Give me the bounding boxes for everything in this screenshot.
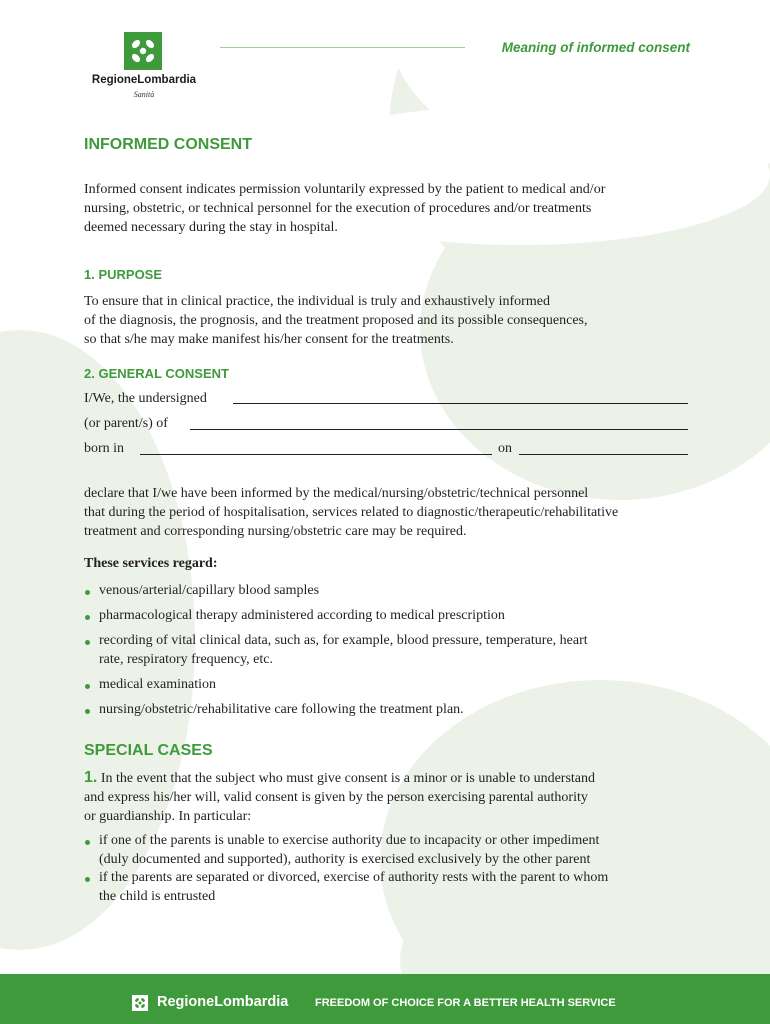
born-in-label: born in (84, 441, 125, 456)
special-case-item (99, 868, 608, 906)
service-line: medical examination (99, 677, 217, 692)
bullet-icon (85, 640, 90, 645)
declaration-line: that during the period of hospitalisation, services related to diagnostic/therapeutic/rehabilitative (84, 505, 619, 520)
purpose-heading: 1. PURPOSE (84, 267, 163, 282)
service-item (99, 581, 319, 600)
bullet-icon (85, 590, 90, 595)
undersigned-field[interactable] (233, 403, 688, 404)
special-cases-heading: SPECIAL CASES (84, 742, 213, 759)
special-case-line: the child is entrusted (99, 889, 216, 904)
service-line: rate, respiratory frequency, etc. (99, 652, 273, 667)
parent-label: (or parent/s) of (84, 416, 168, 431)
special-cases-first-line (84, 768, 595, 788)
service-item (99, 700, 464, 719)
bullet-icon (85, 840, 90, 845)
purpose-line: so that s/he may make manifest his/her consent for the treatments. (84, 332, 454, 347)
undersigned-label: I/We, the undersigned (84, 391, 207, 406)
special-case-item (99, 831, 599, 869)
header-section-title: Meaning of informed consent (501, 40, 690, 55)
on-date-label: on (498, 441, 512, 456)
logo-name: RegioneLombardia (91, 74, 197, 86)
general-consent-heading: 2. GENERAL CONSENT (84, 366, 229, 381)
special-cases-line: or guardianship. In particular: (84, 809, 252, 824)
intro-line: deemed necessary during the stay in hospital. (84, 220, 338, 235)
service-item (99, 631, 588, 669)
intro-line: Informed consent indicates permission voluntarily expressed by the patient to medical and/or (84, 182, 606, 197)
header-rule (220, 47, 465, 48)
special-case-number: 1. (84, 769, 98, 786)
service-line: nursing/obstetric/rehabilitative care following the treatment plan. (99, 702, 464, 717)
special-case-line: (duly documented and supported), authority is exercised exclusively by the other parent (99, 852, 591, 867)
special-cases-paragraph (84, 768, 595, 826)
purpose-line: To ensure that in clinical practice, the individual is truly and exhaustively informed (84, 294, 550, 309)
bullet-icon (85, 877, 90, 882)
special-cases-line: and express his/her will, valid consent is given by the person exercising parental authority (84, 790, 588, 805)
services-heading: These services regard: (84, 556, 218, 571)
special-case-text: In the event that the subject who must give consent is a minor or is unable to understand (97, 771, 596, 786)
rose-icon (132, 995, 148, 1011)
intro-line: nursing, obstetric, or technical personnel for the execution of procedures and/or treatments (84, 201, 592, 216)
footer-logo-name: RegioneLombardia (157, 994, 289, 1010)
purpose-line: of the diagnosis, the prognosis, and the treatment proposed and its possible consequences, (84, 313, 588, 328)
service-item (99, 606, 505, 625)
declaration-paragraph (84, 484, 618, 541)
service-line: pharmacological therapy administered according to medical prescription (99, 608, 505, 623)
special-case-line: if one of the parents is unable to exercise authority due to incapacity or other impediment (99, 833, 600, 848)
declaration-line: declare that I/we have been informed by the medical/nursing/obstetric/technical personnel (84, 486, 589, 501)
footer-logo-icon (132, 995, 148, 1011)
purpose-paragraph (84, 292, 588, 349)
bullet-icon (85, 684, 90, 689)
on-date-field[interactable] (519, 454, 688, 455)
bullet-icon (85, 709, 90, 714)
service-item (99, 675, 216, 694)
parent-field[interactable] (190, 429, 688, 430)
special-case-line: if the parents are separated or divorced, exercise of authority rests with the parent to whom (99, 870, 609, 885)
service-line: venous/arterial/capillary blood samples (99, 583, 320, 598)
declaration-line: treatment and corresponding nursing/obstetric care may be required. (84, 524, 467, 539)
bullet-icon (85, 615, 90, 620)
footer-slogan: FREEDOM OF CHOICE FOR A BETTER HEALTH SERVICE (315, 997, 616, 1009)
regione-lombardia-logo-icon (124, 32, 162, 70)
intro-paragraph (84, 180, 605, 237)
logo-subtitle: Sanità (133, 90, 155, 99)
rose-icon (124, 32, 162, 70)
main-title: INFORMED CONSENT (84, 136, 252, 153)
born-in-field[interactable] (140, 454, 492, 455)
service-line: recording of vital clinical data, such as, for example, blood pressure, temperature, heart (99, 633, 588, 648)
